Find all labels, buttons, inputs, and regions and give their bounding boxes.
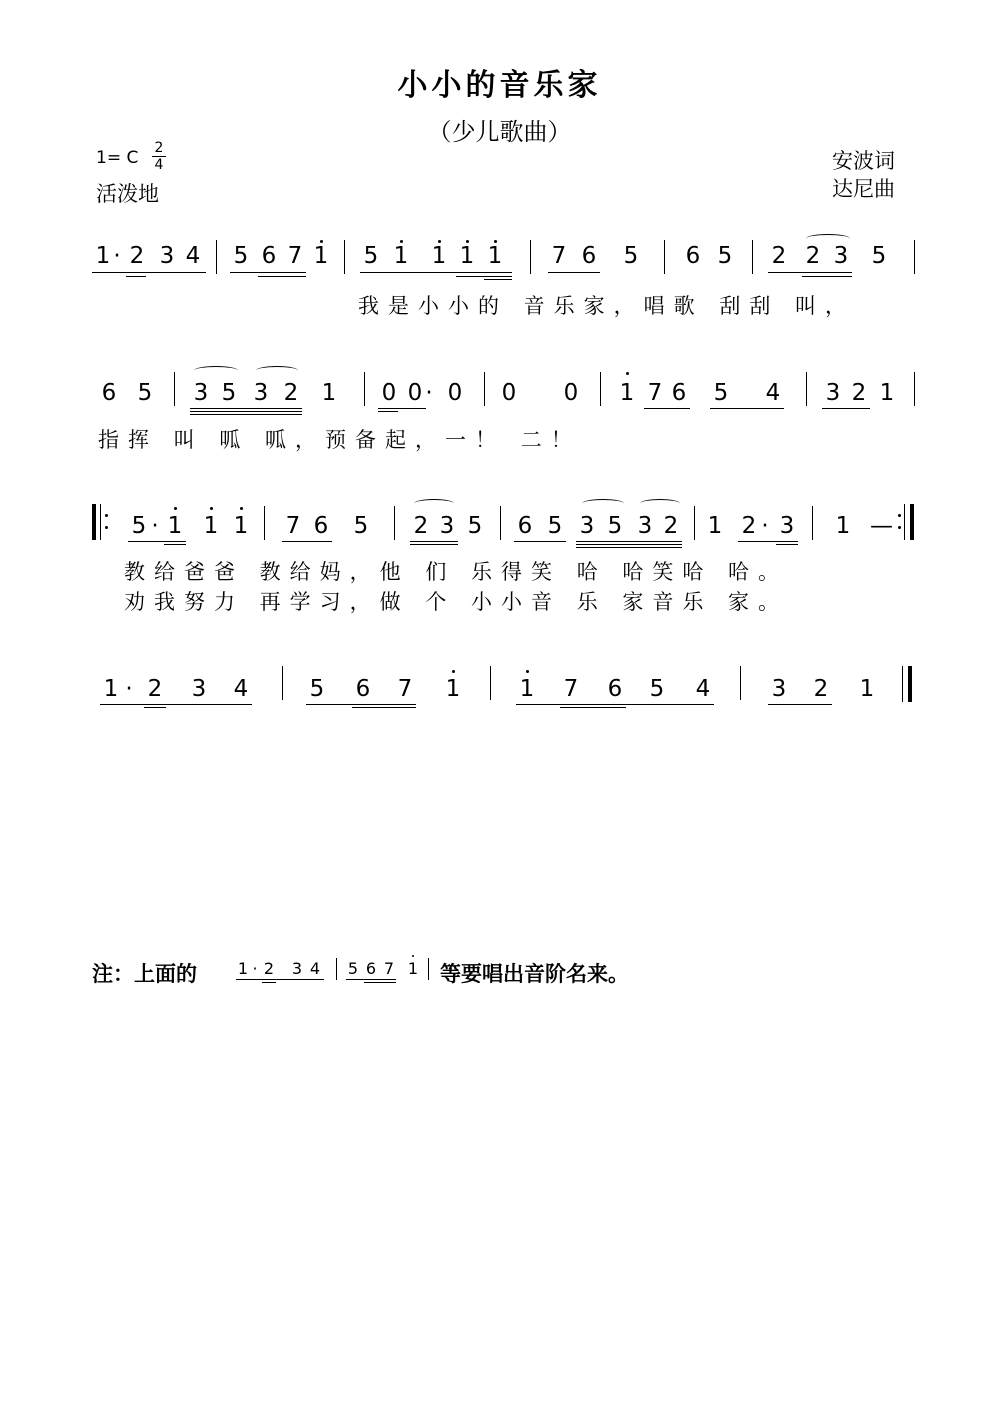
final-barline — [908, 666, 912, 702]
note: 1 — [95, 243, 111, 269]
note: 2 — [147, 676, 163, 702]
note: 6 — [261, 243, 277, 269]
note: 4 — [233, 676, 249, 702]
note: 1 — [407, 959, 419, 978]
note: 5 — [607, 513, 623, 539]
note: 2 — [805, 243, 821, 269]
note: 1 — [459, 243, 475, 269]
note: 5 — [623, 243, 639, 269]
footnote-suffix: 等要唱出音阶名来。 — [440, 962, 629, 986]
note: 7 — [551, 243, 567, 269]
note: 3 — [833, 243, 849, 269]
barline — [174, 372, 175, 406]
note: 2 — [663, 513, 679, 539]
note: 3 — [193, 380, 209, 406]
footnote-prefix: 注：上面的 — [92, 962, 197, 986]
note: 6 — [671, 380, 687, 406]
lyrics-row-2: 指挥 叫 呱 呱，预备起，一！ 二！ — [98, 428, 581, 452]
note: 0 — [407, 380, 423, 406]
note: — — [870, 513, 893, 539]
note-dot: · — [113, 243, 121, 269]
note: 3 — [291, 959, 303, 978]
barline — [664, 240, 665, 274]
note: 2 — [851, 380, 867, 406]
note: 3 — [253, 380, 269, 406]
note: 1 — [393, 243, 409, 269]
repeat-start — [92, 504, 96, 540]
note: 1 — [487, 243, 503, 269]
note: 6 — [365, 959, 377, 978]
note: 1 — [103, 676, 119, 702]
lyrics-verse-1: 教给爸爸 教给妈，他 们 乐得笑 哈 哈笑哈 哈。 — [124, 560, 789, 584]
note: 1 — [879, 380, 895, 406]
note: 7 — [397, 676, 413, 702]
subtitle: （少儿歌曲） — [427, 118, 572, 146]
note: 7 — [563, 676, 579, 702]
lyrics-verse-2: 劝我努力 再学习，做 个 小小音 乐 家音乐 家。 — [124, 590, 789, 614]
note: 1 — [431, 243, 447, 269]
barline — [500, 506, 501, 540]
barline — [914, 372, 915, 406]
barline — [812, 506, 813, 540]
note-dot: · — [425, 380, 433, 406]
lyricist: 安波词 — [832, 149, 895, 173]
note: 5 — [871, 243, 887, 269]
note: 3 — [439, 513, 455, 539]
note: 1 — [237, 959, 249, 978]
note-dot: · — [761, 513, 769, 539]
note: 5 — [363, 243, 379, 269]
note: 7 — [383, 959, 395, 978]
note: 3 — [159, 243, 175, 269]
note: 6 — [355, 676, 371, 702]
note: 0 — [501, 380, 517, 406]
barline — [694, 506, 695, 540]
note: 7 — [287, 243, 303, 269]
note: 2 — [771, 243, 787, 269]
note: 1 — [233, 513, 249, 539]
lyrics-row-1: 我是小小的 音乐家，唱歌 刮刮 叫， — [358, 294, 856, 318]
note: 6 — [685, 243, 701, 269]
note: 5 — [137, 380, 153, 406]
barline — [484, 372, 485, 406]
note: 1 — [707, 513, 723, 539]
note: 1 — [321, 380, 337, 406]
note-dot: · — [252, 959, 258, 978]
barline — [490, 666, 491, 700]
note: 2 — [413, 513, 429, 539]
note: 4 — [309, 959, 321, 978]
barline — [364, 372, 365, 406]
note: 6 — [313, 513, 329, 539]
time-top: 2 — [154, 140, 164, 156]
note: 5 — [309, 676, 325, 702]
note: 1 — [167, 513, 183, 539]
note: 1 — [859, 676, 875, 702]
note: 1 — [835, 513, 851, 539]
note: 5 — [347, 959, 359, 978]
note: 0 — [381, 380, 397, 406]
barline — [740, 666, 741, 700]
note-dot: · — [125, 676, 133, 702]
note: 5 — [131, 513, 147, 539]
note: 2 — [283, 380, 299, 406]
time-signature — [152, 141, 166, 172]
barline — [344, 240, 345, 274]
note: 1 — [519, 676, 535, 702]
note: 1 — [203, 513, 219, 539]
note: 7 — [285, 513, 301, 539]
note: 5 — [233, 243, 249, 269]
note: 6 — [581, 243, 597, 269]
note: 3 — [191, 676, 207, 702]
note: 5 — [717, 243, 733, 269]
note: 5 — [467, 513, 483, 539]
barline — [394, 506, 395, 540]
note: 1 — [445, 676, 461, 702]
barline — [752, 240, 753, 274]
barline — [282, 666, 283, 700]
note: 4 — [695, 676, 711, 702]
note: 7 — [647, 380, 663, 406]
note: 5 — [221, 380, 237, 406]
note: 3 — [579, 513, 595, 539]
note: 6 — [101, 380, 117, 406]
note: 3 — [825, 380, 841, 406]
note: 1 — [313, 243, 329, 269]
note: 2 — [263, 959, 275, 978]
barline — [806, 372, 807, 406]
barline — [216, 240, 217, 274]
note: 6 — [517, 513, 533, 539]
note: 5 — [353, 513, 369, 539]
note: 0 — [447, 380, 463, 406]
barline — [264, 506, 265, 540]
barline — [600, 372, 601, 406]
note: 0 — [563, 380, 579, 406]
note: 2 — [129, 243, 145, 269]
note: 3 — [779, 513, 795, 539]
barline — [914, 240, 915, 274]
note: 3 — [771, 676, 787, 702]
tempo-marking: 活泼地 — [96, 182, 159, 206]
note: 5 — [649, 676, 665, 702]
key-signature: 1= C — [96, 148, 139, 168]
note: 5 — [547, 513, 563, 539]
note: 2 — [813, 676, 829, 702]
note: 3 — [637, 513, 653, 539]
note-dot: · — [151, 513, 159, 539]
note: 5 — [713, 380, 729, 406]
note: 2 — [741, 513, 757, 539]
time-bottom: 4 — [154, 157, 164, 173]
composer: 达尼曲 — [832, 177, 895, 201]
repeat-end — [910, 504, 914, 540]
note: 6 — [607, 676, 623, 702]
note: 4 — [765, 380, 781, 406]
barline — [530, 240, 531, 274]
note: 1 — [619, 380, 635, 406]
page-title: 小小的音乐家 — [397, 68, 602, 103]
note: 4 — [185, 243, 201, 269]
